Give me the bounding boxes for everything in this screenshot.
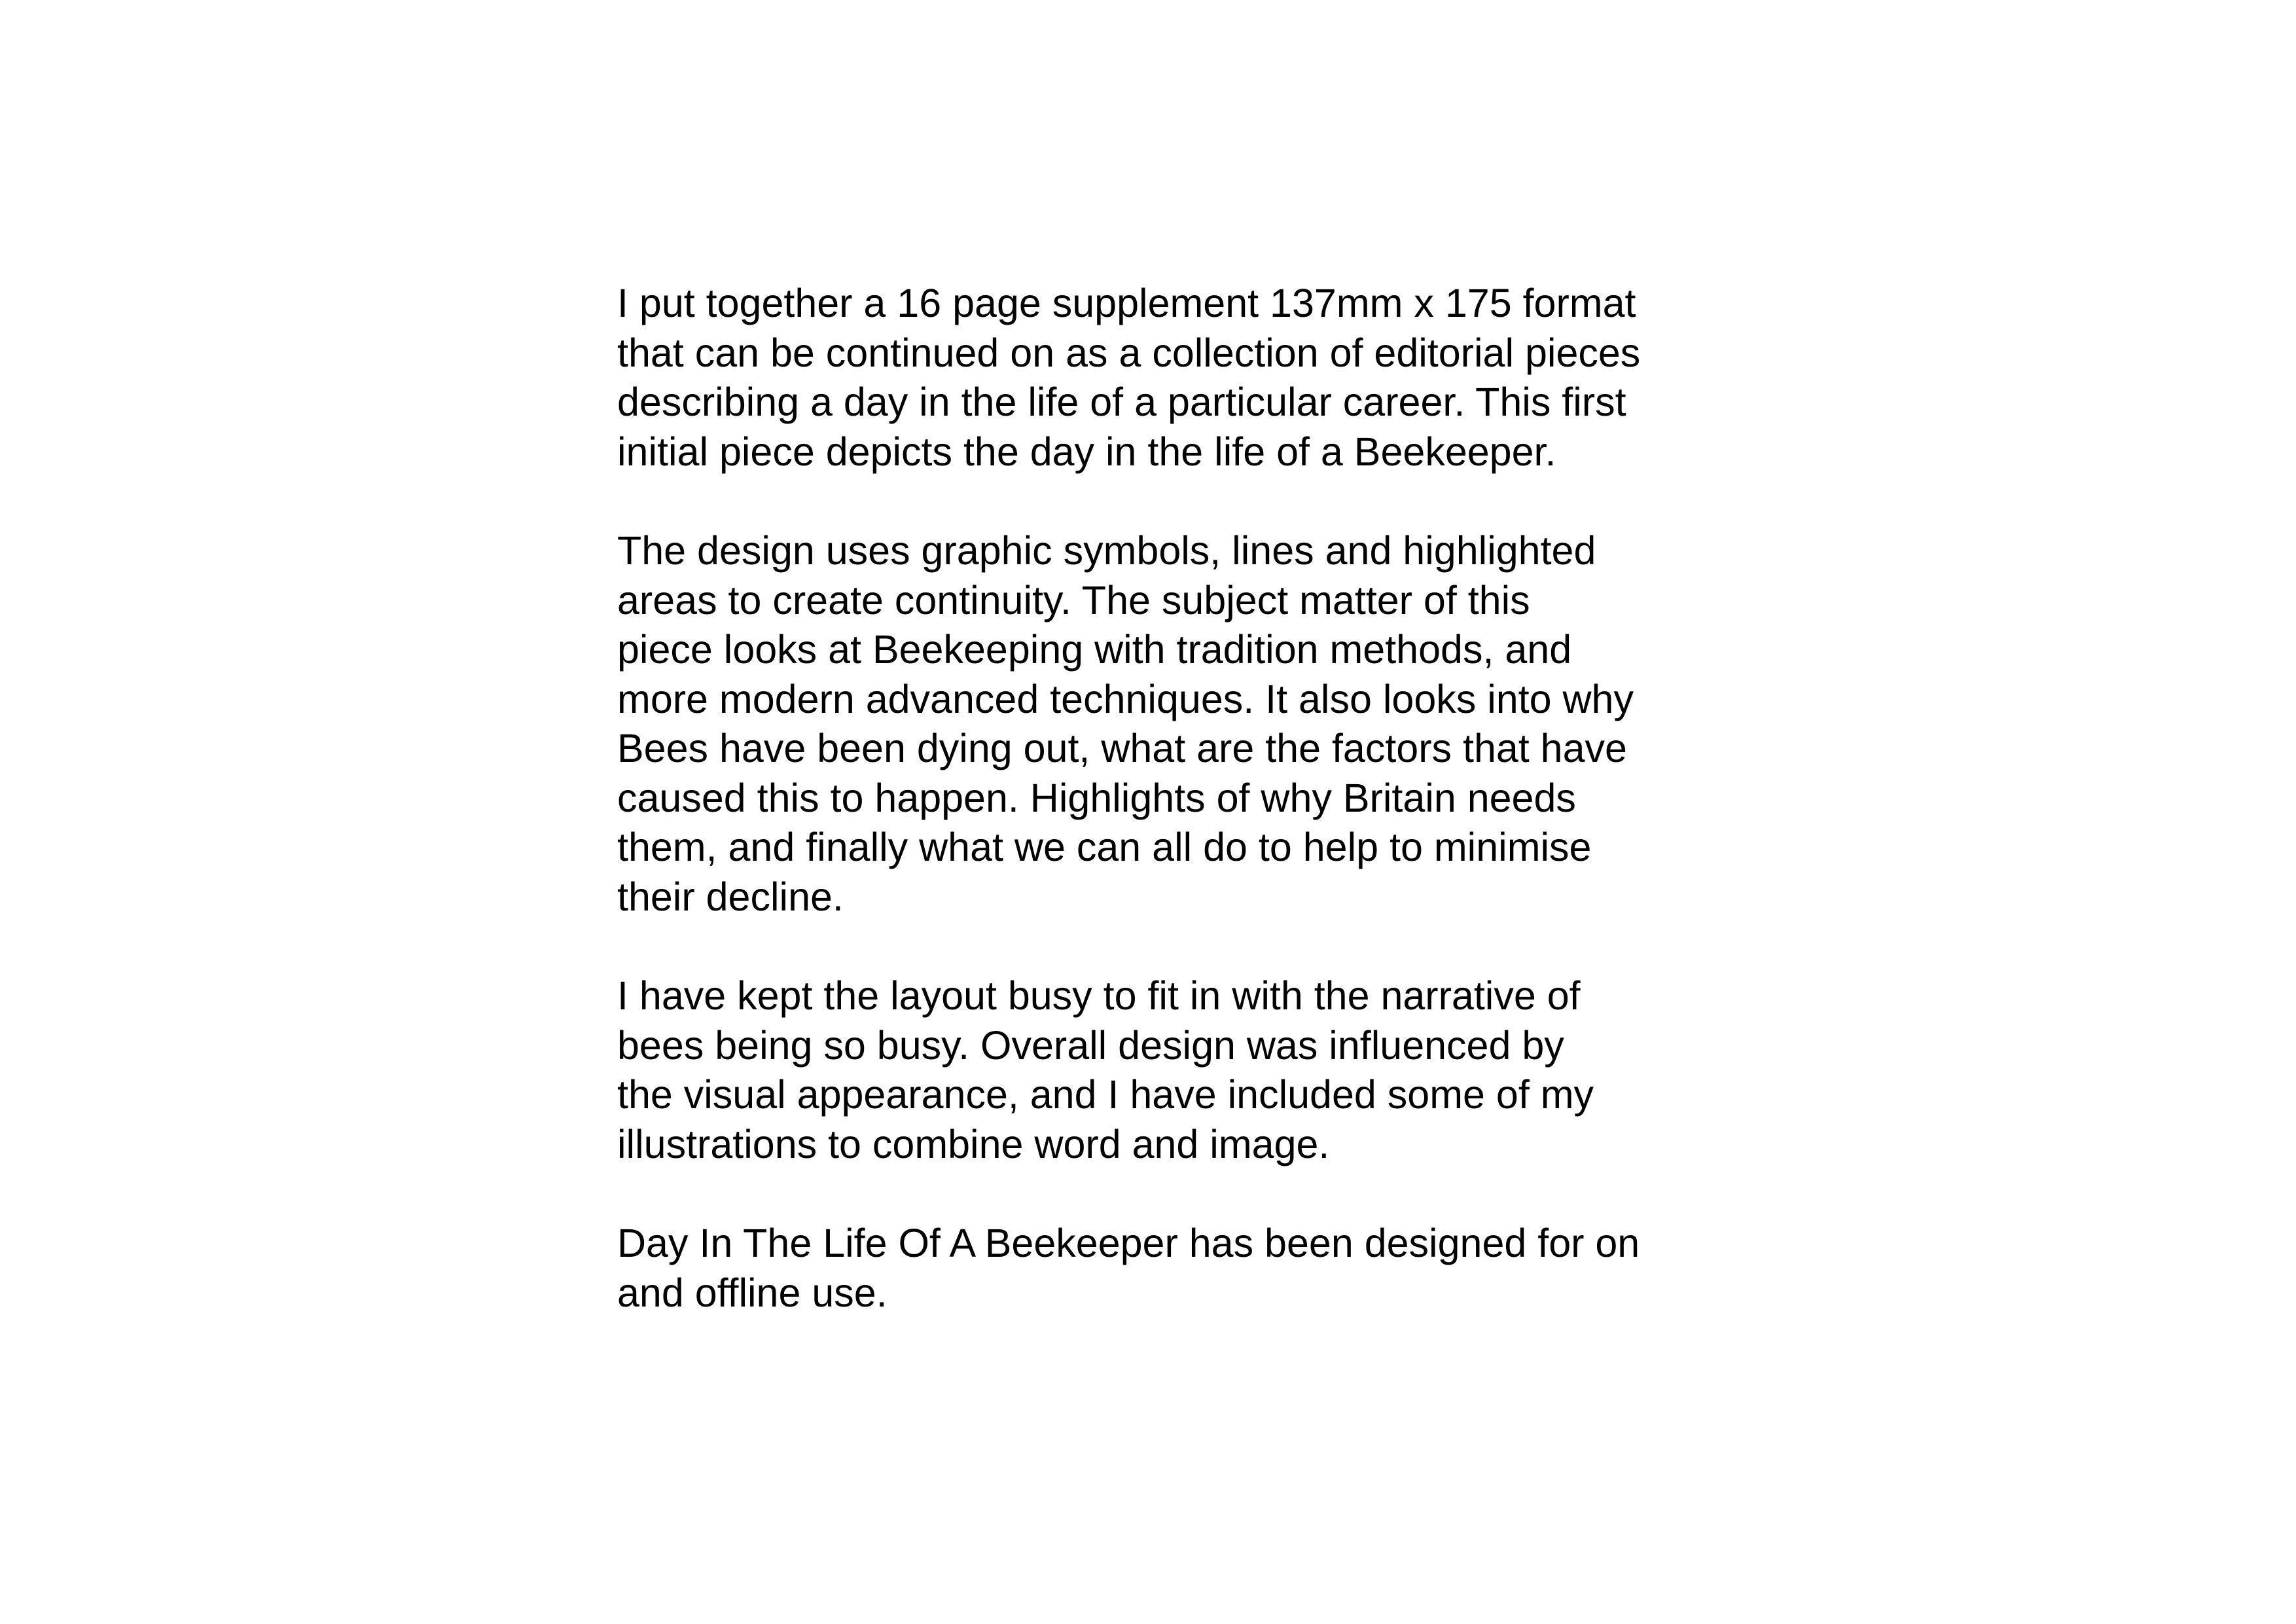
text-line: caused this to happen. Highlights of why Britain needs — [617, 775, 1576, 820]
text-line: I have kept the layout busy to fit in with the narrative of — [617, 973, 1581, 1018]
text-line: and offline use. — [617, 1270, 888, 1315]
paragraph-design — [617, 526, 1730, 922]
text-line: Bees have been dying out, what are the factors that have — [617, 726, 1627, 770]
text-line: describing a day in the life of a particular career. This first — [617, 380, 1626, 424]
text-line: piece looks at Beekeeping with tradition methods, and — [617, 627, 1572, 672]
paragraph-intro — [617, 279, 1730, 477]
text-line: Day In The Life Of A Beekeeper has been designed for on — [617, 1221, 1640, 1265]
text-block — [617, 279, 1730, 1367]
text-line: initial piece depicts the day in the life of a Beekeeper. — [617, 429, 1556, 474]
text-line: them, and finally what we can all do to help to minimise — [617, 825, 1592, 869]
text-line: illustrations to combine word and image. — [617, 1121, 1330, 1166]
text-line: The design uses graphic symbols, lines and highlighted — [617, 528, 1596, 573]
text-line: that can be continued on as a collection of editorial pieces — [617, 330, 1641, 375]
text-line: I put together a 16 page supplement 137mm x 175 format — [617, 281, 1636, 325]
text-line: the visual appearance, and I have included some of my — [617, 1072, 1594, 1117]
text-line: their decline. — [617, 874, 844, 919]
paragraph-usage — [617, 1219, 1730, 1318]
text-line: areas to create continuity. The subject matter of this — [617, 577, 1530, 623]
paragraph-layout — [617, 971, 1730, 1169]
text-line: more modern advanced techniques. It also looks into why — [617, 676, 1634, 721]
text-line: bees being so busy. Overall design was influenced by — [617, 1022, 1564, 1068]
